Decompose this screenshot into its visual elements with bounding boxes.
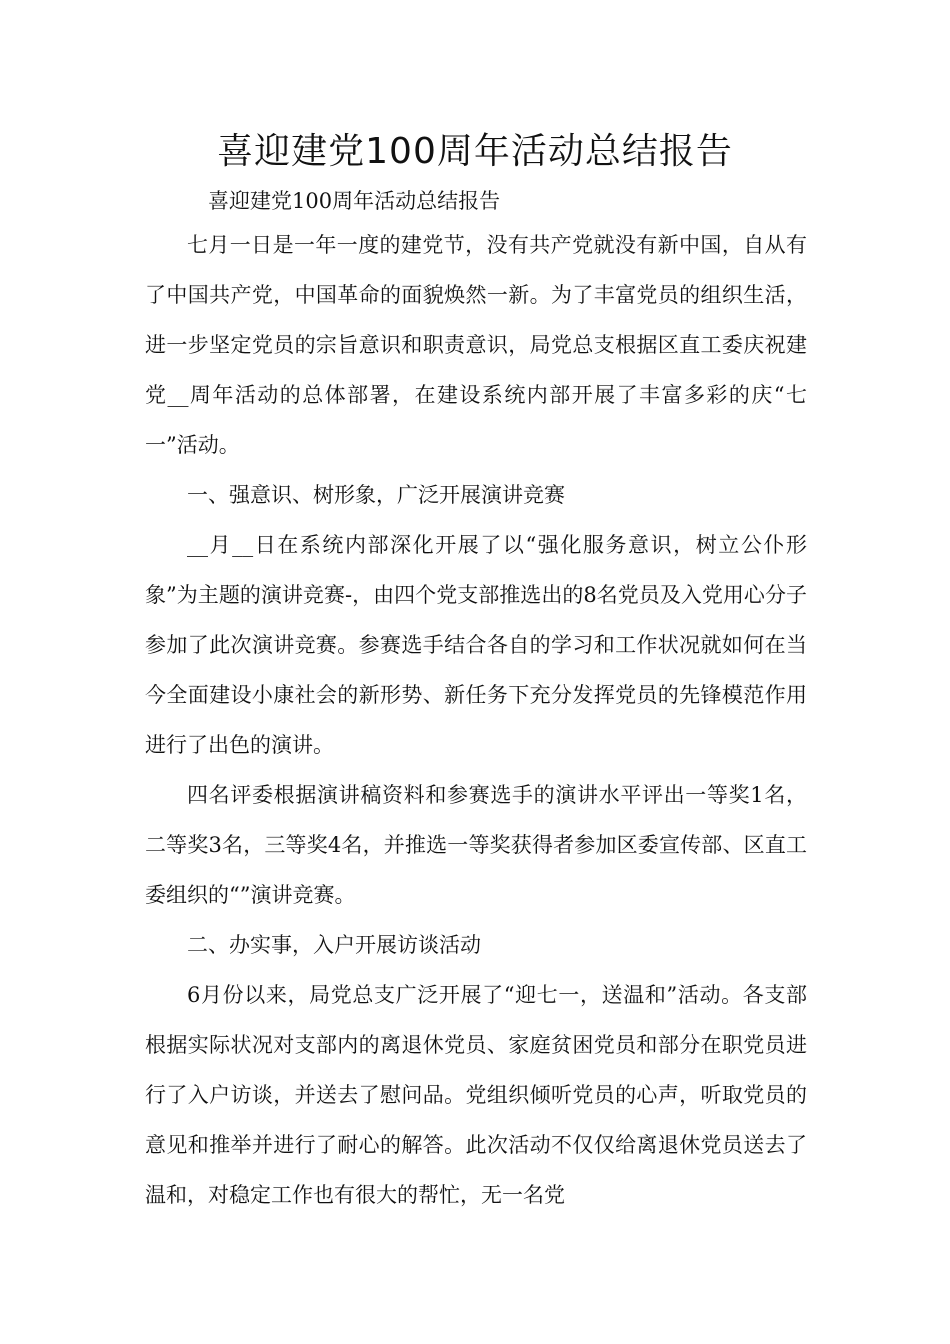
paragraph-intro: 七月一日是一年一度的建党节，没有共产党就没有新中国，自从有了中国共产党，中国革命的面貌焕然一新。为了丰富党员的组织生活，进一步坚定党员的宗旨意识和职责意识，局党总支根据区直工委庆祝建党__周年活动的总体部署，在建设系统内部开展了丰富多彩的庆“七一”活动。 <box>145 233 807 457</box>
document-subtitle: 喜迎建党100周年活动总结报告 <box>208 189 501 213</box>
paragraph-speech-contest: __月__日在系统内部深化开展了以“强化服务意识，树立公仆形象”为主题的演讲竞赛-，由四个党支部推选出的8名党员及入党用心分子参加了此次演讲竞赛。参赛选手结合各自的学习和工作状况就如何在当今全面建设小康社会的新形势、新任务下充分发挥党员的先锋模范作用进行了出色的演讲。 <box>145 533 807 757</box>
section-heading-1: 一、强意识、树形象，广泛开展演讲竞赛 <box>187 483 565 507</box>
document-title: 喜迎建党100周年活动总结报告 <box>217 131 733 172</box>
document-body <box>145 184 807 1220</box>
paragraph-awards: 四名评委根据演讲稿资料和参赛选手的演讲水平评出一等奖1名，二等奖3名，三等奖4名，并推选一等奖获得者参加区委宣传部、区直工委组织的“”演讲竞赛。 <box>145 783 807 907</box>
section-heading-2: 二、办实事，入户开展访谈活动 <box>187 933 481 957</box>
paragraph-visits: 6月份以来，局党总支广泛开展了“迎七一，送温和”活动。各支部根据实际状况对支部内的离退休党员、家庭贫困党员和部分在职党员进行了入户访谈，并送去了慰问品。党组织倾听党员的心声，听取党员的意见和推举并进行了耐心的解答。此次活动不仅仅给离退休党员送去了温和，对稳定工作也有很大的帮忙，无一名党 <box>145 983 807 1207</box>
